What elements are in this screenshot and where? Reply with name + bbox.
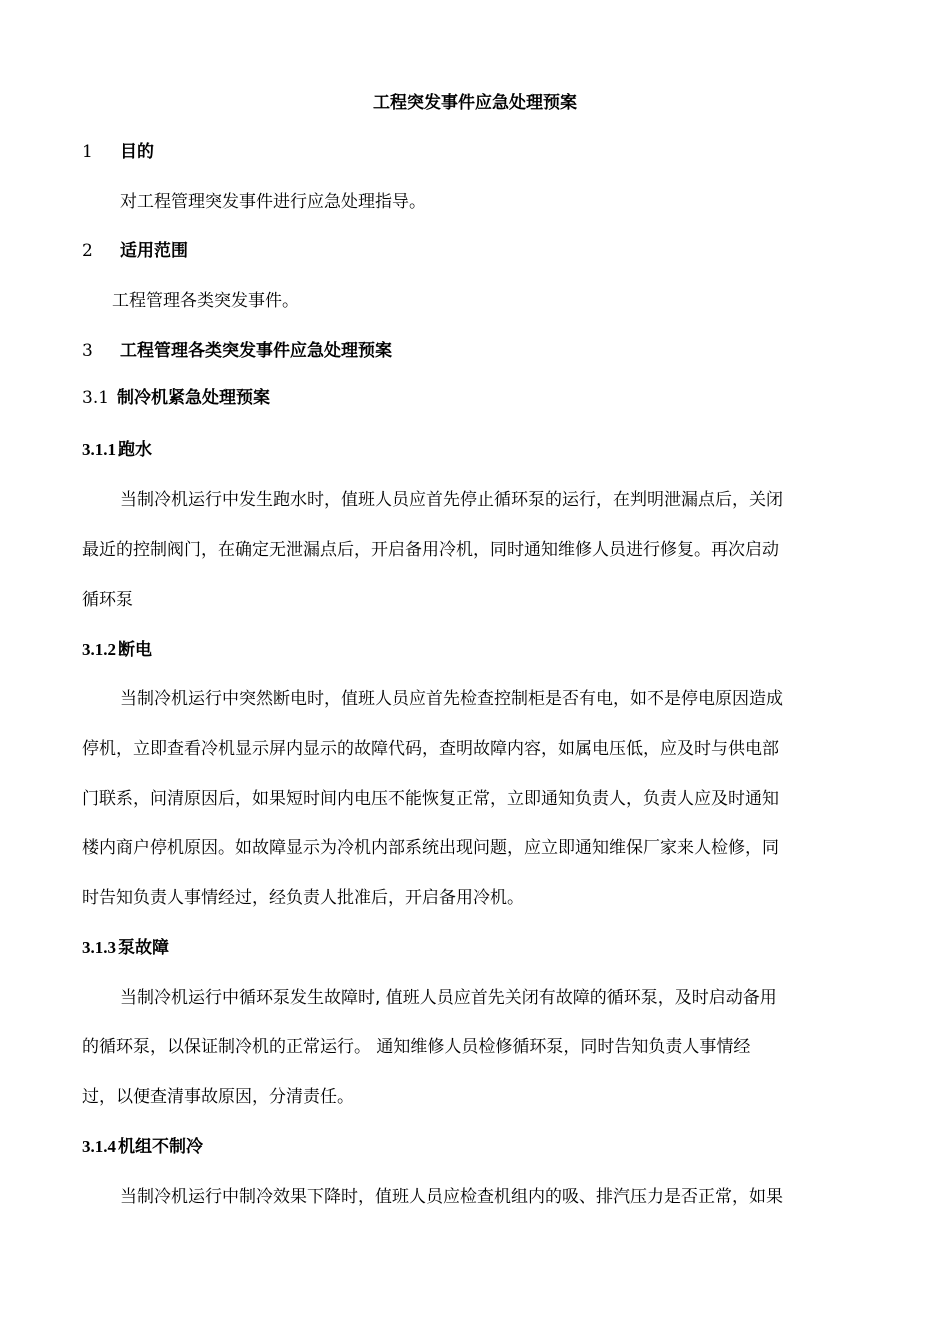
section-title: 工程管理各类突发事件应急处理预案: [120, 341, 392, 361]
item-title: 机组不制冷: [118, 1137, 203, 1157]
section-title: 目的: [120, 142, 154, 162]
section-body: 工程管理各类突发事件。: [112, 291, 299, 311]
item-heading: [82, 439, 152, 461]
paragraph-line: 循环泵: [82, 590, 133, 610]
item-heading: [82, 639, 152, 661]
paragraph-line: 楼内商户停机原因。如故障显示为冷机内部系统出现问题，应立即通知维保厂家来人检修，同: [82, 838, 779, 858]
paragraph-line: 当制冷机运行中制冷效果下降时，值班人员应检查机组内的吸、排汽压力是否正常，如果: [120, 1187, 783, 1207]
item-number: 3.1.1: [82, 440, 116, 459]
item-number: 3.1.3: [82, 938, 116, 957]
paragraph-line: 过，以便查清事故原因，分清责任。: [82, 1087, 354, 1107]
item-title: 跑水: [118, 440, 152, 460]
paragraph-line: 的循环泵，以保证制冷机的正常运行。 通知维修人员检修循环泵，同时告知负责人事情经: [82, 1037, 751, 1057]
item-number: 3.1.2: [82, 640, 116, 659]
section-number: 1: [82, 142, 93, 162]
paragraph-line: 最近的控制阀门，在确定无泄漏点后，开启备用冷机，同时通知维修人员进行修复。再次启动: [82, 540, 779, 560]
paragraph-line: 当制冷机运行中突然断电时，值班人员应首先检查控制柜是否有电，如不是停电原因造成: [120, 689, 783, 709]
section-number: 2: [82, 241, 93, 261]
item-title: 断电: [118, 640, 152, 660]
section-heading: [82, 141, 154, 163]
item-heading: [82, 937, 169, 959]
item-title: 泵故障: [118, 938, 169, 958]
paragraph-line: 时告知负责人事情经过，经负责人批准后，开启备用冷机。: [82, 888, 524, 908]
paragraph-line: 当制冷机运行中循环泵发生故障时, 值班人员应首先关闭有故障的循环泵，及时启动备用: [120, 988, 777, 1008]
subsection-heading: [82, 387, 270, 409]
section-body: 对工程管理突发事件进行应急处理指导。: [120, 192, 426, 212]
subsection-title: 制冷机紧急处理预案: [117, 388, 271, 408]
paragraph-line: 当制冷机运行中发生跑水时，值班人员应首先停止循环泵的运行，在判明泄漏点后，关闭: [120, 490, 783, 510]
document-title: 工程突发事件应急处理预案: [373, 93, 577, 113]
item-heading: [82, 1136, 203, 1158]
subsection-number: 3.1: [82, 388, 110, 408]
paragraph-line: 停机，立即查看冷机显示屏内显示的故障代码，查明故障内容，如属电压低，应及时与供电部: [82, 739, 779, 759]
section-heading: [82, 240, 188, 262]
section-number: 3: [82, 341, 93, 361]
item-number: 3.1.4: [82, 1137, 116, 1156]
section-title: 适用范围: [120, 241, 188, 261]
paragraph-line: 门联系，问清原因后，如果短时间内电压不能恢复正常，立即通知负责人，负责人应及时通知: [82, 789, 779, 809]
section-heading: [82, 340, 392, 362]
